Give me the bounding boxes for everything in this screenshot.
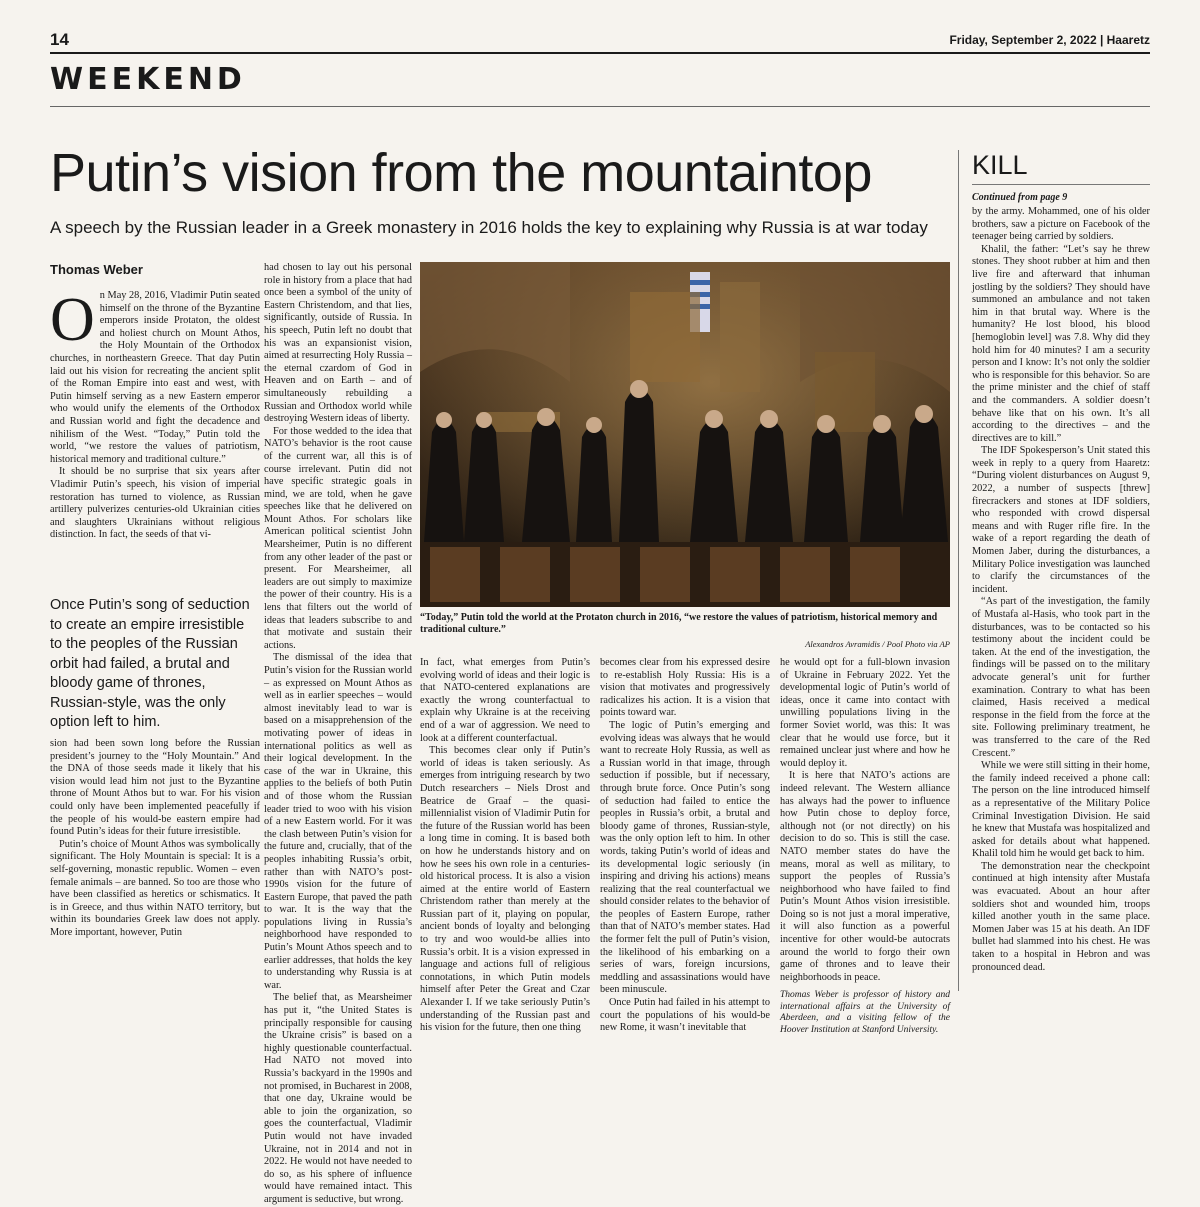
paragraph: While we were still sitting in their home, the family indeed received a phone call: The person on the line introduced himself as a representative of the Military Police Criminal Investigation Division. He said he knew that Mustafa was hospitalized and asked for details about what happened. Khalil told him he would get back to him. bbox=[972, 760, 1150, 860]
paragraph: The demonstration near the checkpoint continued at high intensity after Mustafa was evacuated. About an hour after soldiers shot and wounded him, troops killed another youth in the same place. Momen Jaber was 15 at his death. An IDF bullet had slammed into his chest. He was taken to a hospital in Hebron and was pronounced dead. bbox=[972, 860, 1150, 973]
sidebar-title: KILL bbox=[972, 150, 1028, 180]
headline: Putin’s vision from the mountaintop bbox=[50, 143, 872, 203]
paragraph: For those wedded to the idea that NATO’s behavior is the root cause of the current war, all this is of course irrelevant. Putin did not have specific strategic goals in mind, we are told, when he gave speeches like that he delivered on Mount Athos. For scholars like American political scientist John Mearsheimer, Putin is no different from any other leader of the past or present. For Mearsheimer, all leaders are out simply to maximize the power of their country. His is a lens that filters out the world of ideas that leaders subscribe to and that motivate and sustain their actions. bbox=[264, 425, 412, 651]
section-title: WEEKEND bbox=[50, 62, 246, 97]
paragraph: he would opt for a full-blown invasion of Ukraine in February 2022. Yet the developmental logic of Putin’s world of ideas, once it came into contact with unwilling populations living in the former Soviet world, was this: It was clear that he would use force, but it remained unclear just where and how he would deploy it. bbox=[780, 657, 950, 769]
dateline: Friday, September 2, 2022 | Haaretz bbox=[949, 33, 1150, 47]
photo-caption: “Today,” Putin told the world at the Protaton church in 2016, “we restore the values of patriotism, historical memory and traditional culture.” bbox=[420, 612, 938, 635]
article-photo bbox=[420, 262, 950, 607]
paragraph: The dismissal of the idea that Putin’s vision for the Russian world – as expressed on Mount Athos as well as in earlier speeches – would almost inevitably lead to war is based on a misapprehension of the motivating power of ideas in international politics as well as their logical development. In the case of the war in Ukraine, this applies to the beliefs of both Putin and of those whom the Russian leader tried to woo with his vision of a new Eastern world. For it was the clash between Putin’s vision for the future and, crucially, that of the peoples inhabiting Russia’s orbit, rather than with NATO’s post-1990s vision for the future of Eastern Europe, that paved the path to war. It is the way that the populations living in Russia’s neighborhood have responded to Putin’s Mount Athos speech and to earlier addresses, that holds the key to understanding why Russia is at war. bbox=[264, 652, 412, 991]
photo-illustration bbox=[420, 262, 950, 607]
article-column-1-lower bbox=[50, 738, 260, 1010]
continued-from: Continued from page 9 bbox=[972, 192, 1068, 203]
paragraph: Putin’s choice of Mount Athos was symbolically significant. The Holy Mountain is special: It is a self-governing, monastic republic. Women – even female animals – are banned. So too are those who have been classified as heretics or schismatics. It is in Greece, and thus within NATO territory, but within its boundaries Greek law does not apply. More important, however, Putin bbox=[50, 838, 260, 938]
paragraph: Khalil, the father: “Let’s say he threw stones. They shoot rubber at him and then live fire and afterward that inhuman jostling by the soldiers? They should have summoned an ambulance and not taken him in that brutal way. Where is the humanity? He lost blood, his blood [hemoglobin level] was 7.8. Why did they hold him for 40 minutes? I am a security person and I know: It’s not only the soldier who is responsible for this behavior. So are the prime minister and the chief of staff and the commanders. A soldier doesn’t behave like that on his own. It’s all according to the directives – and the directives are to kill.” bbox=[972, 243, 1150, 444]
subhead: A speech by the Russian leader in a Greek monastery in 2016 holds the key to explaining why Russia is at war today bbox=[50, 218, 928, 237]
article-column-4 bbox=[600, 657, 770, 1034]
article-column-1-upper bbox=[50, 286, 260, 588]
pull-quote: Once Putin’s song of seduction to create an empire irresistible to the peoples of the Russian orbit had failed, a brutal and bloody game of thrones, Russian-style, was the only option left to him. bbox=[50, 597, 250, 730]
paragraph: The logic of Putin’s emerging and evolving ideas was always that he would want to recreate Holy Russia, as well as a Russian world in that image, through seduction if possible, but if necessary, through brute force. Once Putin’s song of seduction had failed to entice the peoples in Russia’s orbit, a brutal and bloody game of thrones, Russian-style, was the only option left to him. In other words, taking Putin’s world of ideas and its developmental logic seriously (in inspiring and driving his actions) means realizing that the real counterfactual we should consider relates to the behavior of the peoples of Eastern Europe, rather than that of NATO’s member states. Had the former felt the pull of Putin’s vision, the likelihood of his embarking on a series of wars, foreign incursions, meddling and assassinations would have been minuscule. bbox=[600, 719, 770, 996]
lead-paragraph: n May 28, 2016, Vladimir Putin seated himself on the throne of the Byzantine emperors inside Protaton, the oldest and holiest church on Mount Athos, the Holy Mountain of the Orthodox churches, in northeastern Greece. That day Putin laid out his vision for recreating the ancient split of the Roman Empire into east and west, with Putin himself serving as a new Eastern emperor who would unify the elements of the Orthodox and Russian world and fight the decadence and nihilism of the West. “Today,” Putin told the world, “we restore the values of patriotism, historical memory and traditional culture.” bbox=[50, 290, 260, 465]
article-column-3 bbox=[420, 657, 590, 1034]
drop-cap: O bbox=[50, 286, 95, 354]
paragraph: It should be no surprise that six years after Vladimir Putin’s speech, his vision of imperial restoration has turned to violence, as Russian artillery pulverizes centuries-old Ukrainian cities and slaughters Ukrainians without religious distinction. In fact, the seeds of that vi- bbox=[50, 466, 260, 541]
section-rule bbox=[50, 106, 1150, 107]
sidebar-column bbox=[972, 206, 1150, 1009]
photo-credit: Alexandros Avramidis / Pool Photo via AP bbox=[805, 639, 950, 649]
paragraph: The belief that, as Mearsheimer has put it, “the United States is principally responsible for causing the Ukraine crisis” is based on a highly questionable counterfactual. Had NATO not moved into Russia’s backyard in the 1990s and not promised, in Bucharest in 2008, that one day, Ukraine would be able to join the organization, so goes the counterfactual, Vladimir Putin would not have invaded Ukraine, not in 2014 and not in 2022. He would not have needed to do so, as his sphere of influence would have remained intact. This argument is seductive, but wrong. bbox=[264, 992, 412, 1205]
paragraph: This becomes clear only if Putin’s world of ideas is taken seriously. As emerges from intriguing research by two Dutch researchers – Niels Drost and Beatrice de Graaf – the quasi-millennialist vision of Vladimir Putin for the future of the Russian world has been a long time in coming. It is based both on how he understands history and on how he sees his own role in a centuries-old historical process. It is also a vision aimed at the entire world of Eastern Christendom rather than merely at the Russian part of it, playing on popular, ancient bonds of loyalty and belonging to try and woo would-be allies into Russia’s orbit. It is a vision expressed in language and actions full of religious connotations, in which Putin models himself after Peter the Great and Czar Alexander I. If we take seriously Putin’s understanding of the Russian past and his vision for the future, then one thing bbox=[420, 745, 590, 1034]
paragraph: by the army. Mohammed, one of his older brothers, saw a picture on Facebook of the teenager being carried by soldiers. bbox=[972, 206, 1150, 243]
page-number: 14 bbox=[50, 30, 69, 49]
paragraph: had chosen to lay out his personal role in history from a place that had once been a symbol of the unity of Eastern Christendom, and that lies, significantly, outside of Russia. In his speech, Putin left no doubt that his was an expansionist vision, aimed at resurrecting Holy Russia – the eternal czardom of God in Heaven and on Earth – and of simultaneously rebuilding a Russian and Orthodox world while destroying Western ideas of liberty. bbox=[264, 262, 412, 425]
paragraph: In fact, what emerges from Putin’s evolving world of ideas and their logic is that NATO-centered explanations are exactly the wrong counterfactual to explain why Ukraine is at the receiving end of a war of aggression. We need to look at a different counterfactual. bbox=[420, 657, 590, 744]
byline: Thomas Weber bbox=[50, 262, 143, 277]
top-rule bbox=[50, 52, 1150, 54]
paragraph: becomes clear from his expressed desire to re-establish Holy Russia: His is a vision that motivates and progressively radicalizes his action. It is a vision that points toward war. bbox=[600, 657, 770, 719]
article-column-2 bbox=[264, 262, 412, 1205]
sidebar-divider bbox=[958, 150, 959, 991]
paragraph: sion had been sown long before the Russian president’s journey to the “Holy Mountain.” And the DNA of those seeds made it likely that his vision would lead him not just to the Byzantine throne of Mount Athos but to war. For his vision could only have been implemented peacefully if the people of his would-be eastern empire had found Putin’s ideas for their future irresistible. bbox=[50, 738, 260, 838]
paragraph: “As part of the investigation, the family of Mustafa al-Hasis, who took part in the disturbances, was to be contacted so his testimony about the incident could be taken. At the end of the investigation, the findings will be passed on to the military advocate general’s unit for further examination. Contrary to what has been claimed, Hasis received a medical response in the field from the force at the site. Following preliminary treatment, he was transferred to the care of the Red Crescent.” bbox=[972, 596, 1150, 759]
sidebar-title-rule bbox=[972, 184, 1150, 185]
article-column-5 bbox=[780, 657, 950, 1035]
paragraph: It is here that NATO’s actions are indeed relevant. The Western alliance has always had the power to influence how Putin chose to deploy force, although not (or not directly) on his decision to do so. This is still the case. NATO member states do have the means, moral as well as military, to support the peoples of Russia’s neighborhood who have failed to find Putin’s Mount Athos vision irresistible. Doing so is not just a moral imperative, it will also function as a powerful incentive for other would-be autocrats around the world to forgo their own game of thrones and to leave their neighborhoods in peace. bbox=[780, 770, 950, 983]
paragraph: Once Putin had failed in his attempt to court the populations of his would-be new Rome, it wasn’t inevitable that bbox=[600, 997, 770, 1034]
author-bio: Thomas Weber is professor of history and international affairs at the University of Aberdeen, and a visiting fellow of the Hoover Institution at Stanford University. bbox=[780, 990, 950, 1035]
paragraph: The IDF Spokesperson’s Unit stated this week in reply to a query from Haaretz: “During violent disturbances on August 9, 2022, a number of suspects [threw] firecrackers and stones at IDF soldiers, who responded with crowd dispersal means and with Ruger rifle fire. In the wake of a report regarding the death of Momen Jaber, during the disturbances, a Military Police investigation was launched to clarify the circumstances of the incident. bbox=[972, 445, 1150, 595]
